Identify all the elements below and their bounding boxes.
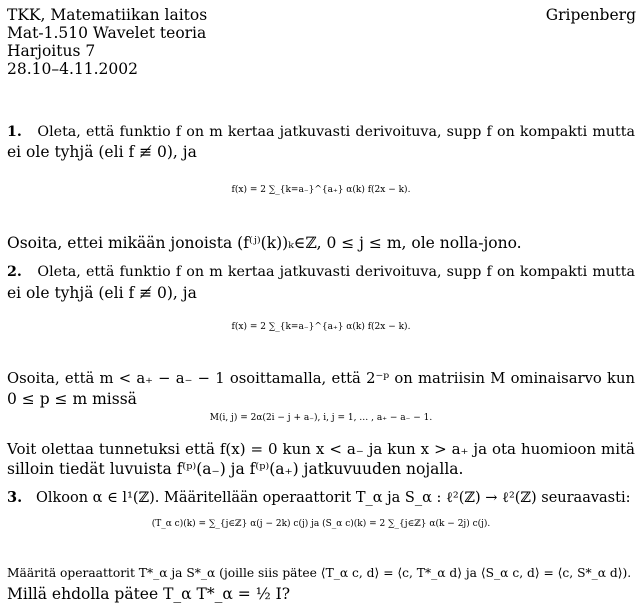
- problem-3-task-line1: Määritä operaattorit T*_α ja S*_α (joille siis pätee ⟨T_α c, d⟩ = ⟨c, T*_α d⟩ ja ⟨S_α c, d⟩ = ⟨c, S*_α d⟩).: [7, 566, 632, 580]
- problem-2-task-line1: Osoita, että m < a₊ − a₋ − 1 osoittamalla, että 2⁻ᵖ on matriisin M ominaisarvo kun: [7, 370, 635, 387]
- problem-1-intro-line2: ei ole tyhjä (eli f ≢ 0), ja: [7, 143, 197, 161]
- problem-2-task-line2: 0 ≤ p ≤ m missä: [7, 390, 137, 408]
- problem-2-matrix-equation: M(i, j) = 2α(2i − j + a₋), i, j = 1, … , a₊ − a₋ − 1.: [209, 413, 433, 423]
- problem-1-task: Osoita, ettei mikään jonoista (f⁽ʲ⁾(k))ₖ∈ℤ, 0 ≤ j ≤ m, ole nolla-jono.: [7, 234, 522, 252]
- problem-2-hint-line2: silloin tiedät luvuista f⁽ᵖ⁾(a₋) ja f⁽ᵖ⁾(a₊) jatkuvuuden nojalla.: [7, 460, 464, 478]
- header-left: [7, 6, 207, 78]
- problem-3-equation: (T_α c)(k) = ∑_{j∈ℤ} α(j − 2k) c(j) ja (S_α c)(k) = 2 ∑_{j∈ℤ} α(k − 2j) c(j).: [151, 519, 491, 529]
- problem-2-hint-line1: Voit olettaa tunnetuksi että f(x) = 0 kun x < a₋ ja kun x > a₊ ja ota huomioon mitä: [7, 440, 635, 458]
- header-author: Gripenberg: [545, 6, 636, 24]
- header-date: 28.10–4.11.2002: [7, 60, 139, 78]
- problem-1-equation: f(x) = 2 ∑_{k=a₋}^{a₊} α(k) f(2x − k).: [231, 185, 411, 195]
- problem-3-task-line2: Millä ehdolla pätee T_α T*_α = ½ I?: [7, 585, 291, 603]
- problem-2-equation: f(x) = 2 ∑_{k=a₋}^{a₊} α(k) f(2x − k).: [231, 322, 411, 332]
- problem-1-number: 1.: [7, 124, 22, 140]
- header-institution: TKK, Matematiikan laitos: [7, 6, 208, 24]
- problem-3-number: 3.: [7, 489, 23, 506]
- problem-2-number: 2.: [7, 264, 22, 280]
- problem-3-intro: 3. Olkoon α ∈ l¹(ℤ). Määritellään operaattorit T_α ja S_α : ℓ²(ℤ) → ℓ²(ℤ) seuraavasti:: [7, 489, 631, 506]
- header-exercise: Harjoitus 7: [7, 42, 96, 60]
- problem-2-intro-line2: ei ole tyhjä (eli f ≢ 0), ja: [7, 284, 197, 302]
- problem-1-intro-line1: 1. Oleta, että funktio f on m kertaa jatkuvasti derivoituva, supp f on kompakti mutta: [7, 124, 635, 140]
- header-course: Mat-1.510 Wavelet teoria: [7, 24, 207, 42]
- problem-2-intro-line1: 2. Oleta, että funktio f on m kertaa jatkuvasti derivoituva, supp f on kompakti mutta: [7, 264, 635, 280]
